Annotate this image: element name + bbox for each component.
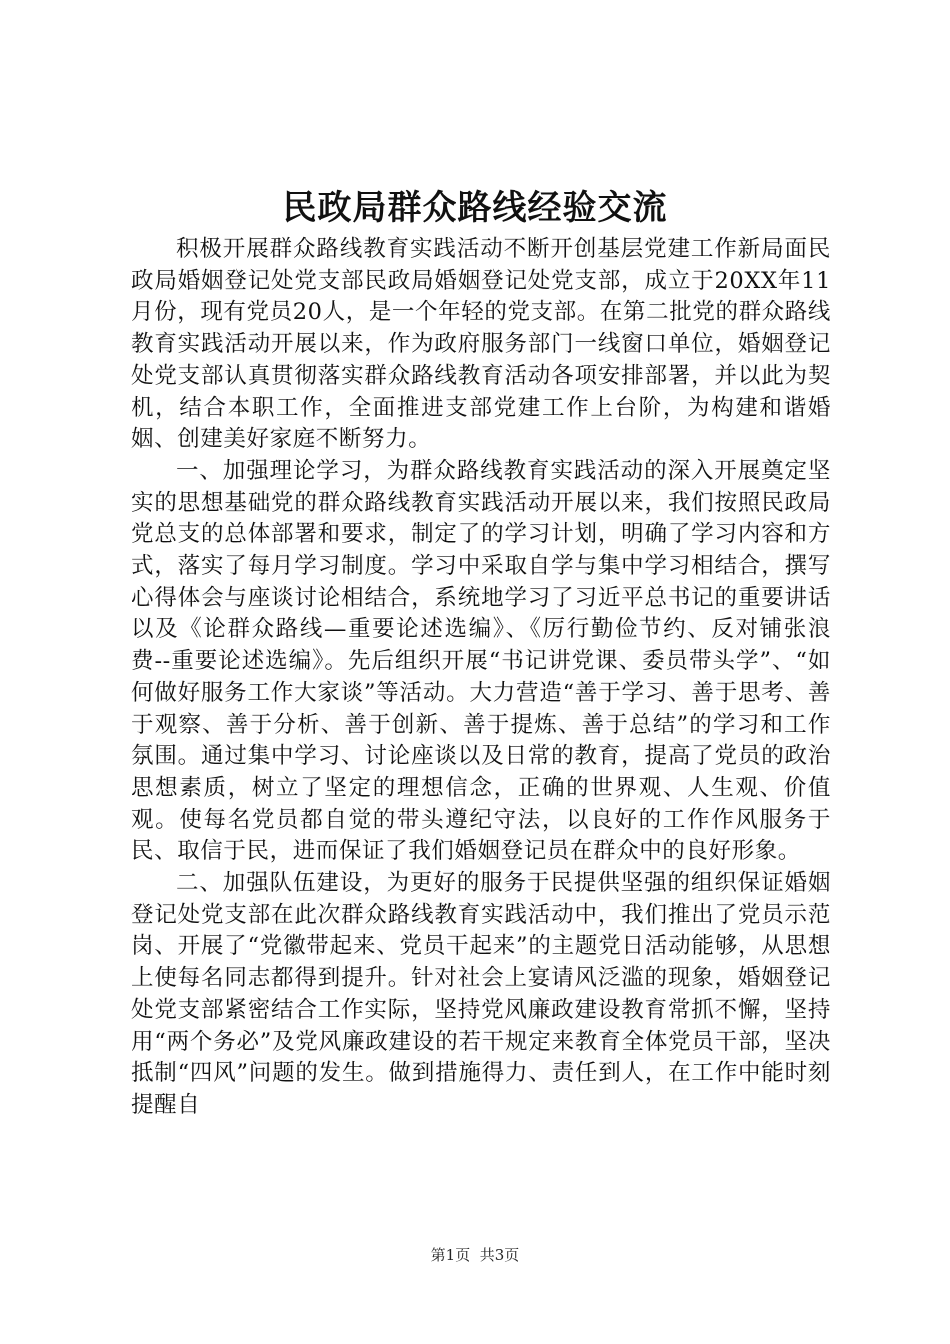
paragraph-theory-study: 一、加强理论学习，为群众路线教育实践活动的深入开展奠定坚实的思想基础党的群众路线教育实践活动开展以来，我们按照民政局党总支的总体部署和要求，制定了的学习计划，明确了学习内容和方式，落实了每月学习制度。学习中采取自学与集中学习相结合，撰写心得体会与座谈讨论相结合，系统地学习了习近平总书记的重要讲话以及《论群众路线—重要论述选编》、《厉行勤俭节约、反对铺张浪费--重要论述选编》。先后组织开展“书记讲党课、委员带头学”、“如何做好服务工作大家谈”等活动。大力营造“善于学习、善于思考、善于观察、善于分析、善于创新、善于提炼、善于总结”的学习和工作氛围。通过集中学习、讨论座谈以及日常的教育，提高了党员的政治思想素质，树立了坚定的理想信念，正确的世界观、人生观、价值观。使每名党员都自觉的带头遵纪守法，以良好的工作作风服务于民、取信于民，进而保证了我们婚姻登记员在群众中的良好形象。 xyxy=(131,457,831,865)
page-footer xyxy=(0,1245,950,1265)
page-total: 共3页 xyxy=(479,1246,520,1264)
page-number: 第1页 xyxy=(430,1246,471,1264)
document-title: 民政局群众路线经验交流 xyxy=(282,188,668,228)
paragraph-team-building: 二、加强队伍建设，为更好的服务于民提供坚强的组织保证婚姻登记处党支部在此次群众路线教育实践活动中，我们推出了党员示范岗、开展了“党徽带起来、党员干起来”的主题党日活动能够，从思想上使每名同志都得到提升。针对社会上宴请风泛滥的现象，婚姻登记处党支部紧密结合工作实际，坚持党风廉政建设教育常抓不懈，坚持用“两个务必”及党风廉政建设的若干规定来教育全体党员干部，坚决抵制“四风”问题的发生。做到措施得力、责任到人，在工作中能时刻提醒自 xyxy=(131,870,831,1118)
footer-separator xyxy=(470,1246,480,1264)
paragraph-intro: 积极开展群众路线教育实践活动不断开创基层党建工作新局面民政局婚姻登记处党支部民政局婚姻登记处党支部，成立于20XX年11月份，现有党员20人，是一个年轻的党支部。在第二批党的群众路线教育实践活动开展以来，作为政府服务部门一线窗口单位，婚姻登记处党支部认真贯彻落实群众路线教育活动各项安排部署，并以此为契机，结合本职工作，全面推进支部党建工作上台阶，为构建和谐婚姻、创建美好家庭不断努力。 xyxy=(131,236,831,453)
document-body xyxy=(131,234,831,1122)
